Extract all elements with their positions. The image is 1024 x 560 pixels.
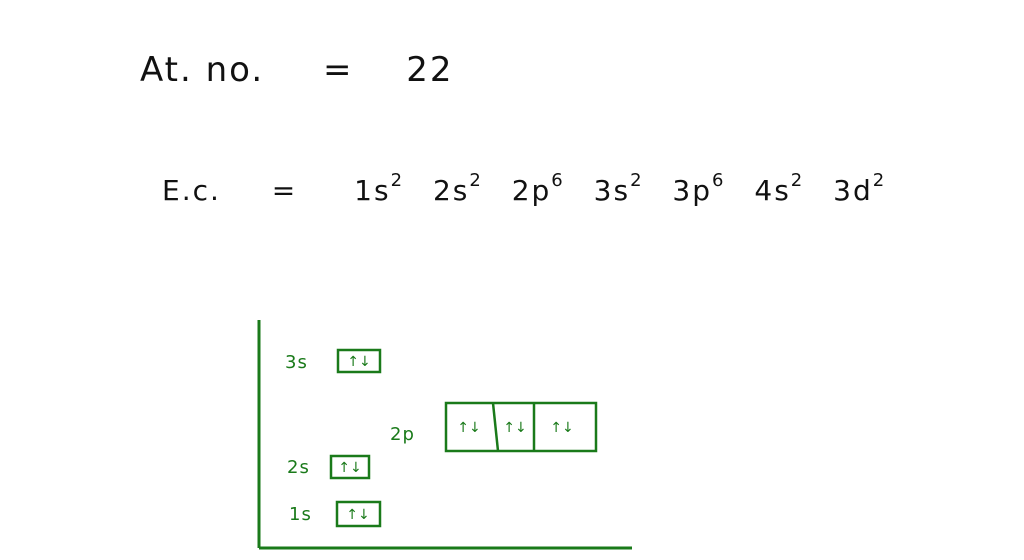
orbital-label-2s: 2s — [287, 457, 310, 478]
config-term: $2p^6$ — [511, 170, 565, 207]
orbital-electrons: ↑↓ — [457, 420, 481, 436]
orbital-electrons: ↑↓ — [503, 420, 527, 436]
orbital-box-2p — [446, 403, 596, 451]
orbital-label-3s: 3s — [285, 352, 308, 373]
atomic-number-value: 22 — [406, 50, 454, 90]
electronic-config-equals: = — [271, 174, 298, 207]
orbital-box-1s — [337, 502, 380, 526]
config-term: $3p^6$ — [672, 170, 726, 207]
config-term: $4s^2$ — [754, 170, 805, 207]
atomic-number-label: At. no. — [140, 50, 265, 90]
orbital-box-3s — [338, 350, 380, 372]
orbital-electrons: ↑↓ — [338, 460, 362, 476]
orbital-label-1s: 1s — [289, 504, 312, 525]
orbital-electrons: ↑↓ — [346, 507, 370, 523]
config-term: $3d^2$ — [833, 170, 887, 207]
orbital-electrons: ↑↓ — [550, 420, 574, 436]
orbital-box-2s — [331, 456, 369, 478]
electronic-config-label: E.c. — [162, 174, 221, 207]
config-term: $1s^2$ — [354, 170, 405, 207]
config-term: $2s^2$ — [432, 170, 483, 207]
config-term: $3s^2$ — [593, 170, 644, 207]
orbital-label-2p: 2p — [390, 424, 415, 445]
orbital-electrons: ↑↓ — [347, 354, 371, 370]
atomic-number-equals: = — [322, 50, 354, 90]
